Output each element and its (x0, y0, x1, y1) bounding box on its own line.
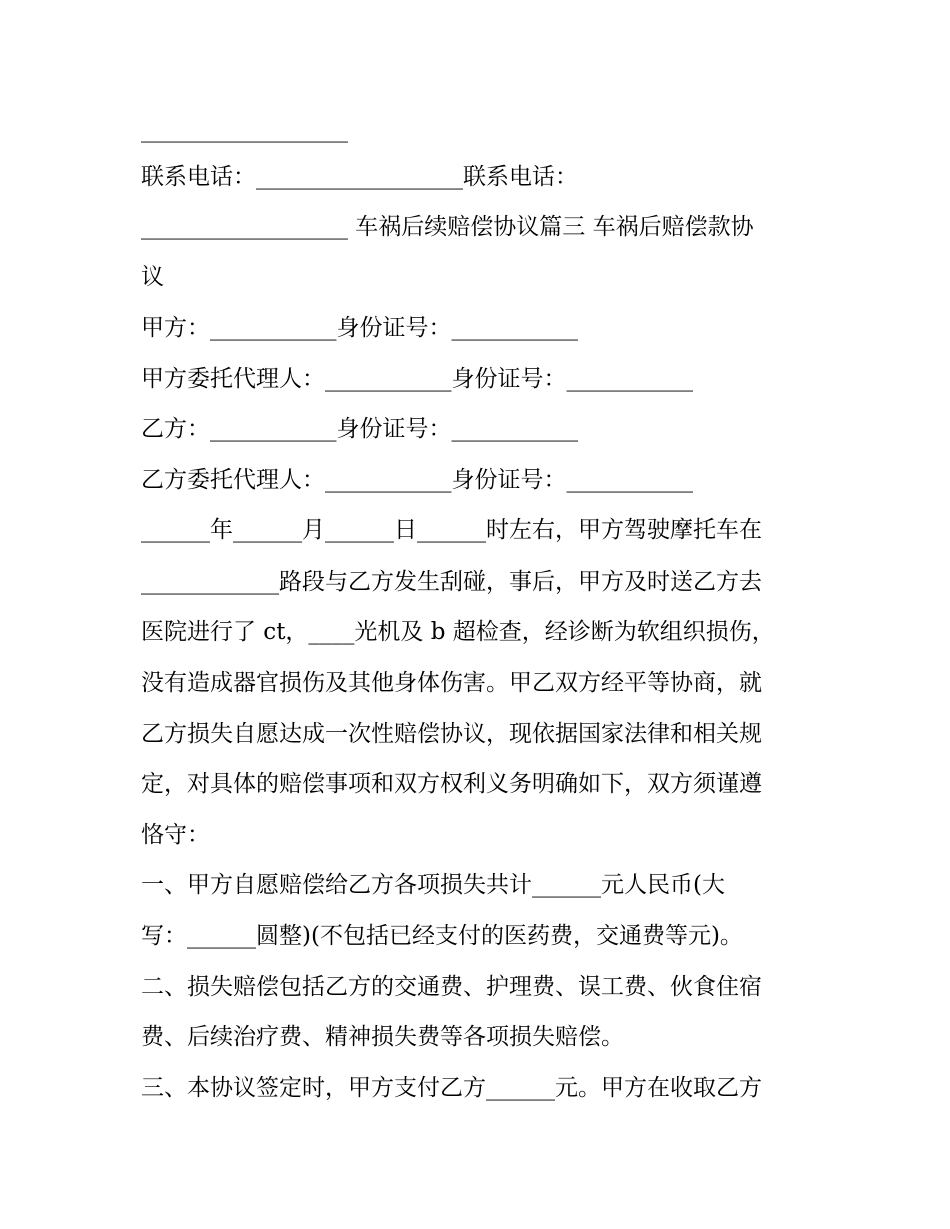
text-line: ____________路段与乙方发生刮碰，事后，甲方及时送乙方去 (141, 569, 762, 595)
text-line: 没有造成器官损伤及其他身体伤害。甲乙双方经平等协商，就 (141, 670, 762, 696)
text-line: 费、后续治疗费、精神损失费等各项损失赔偿。 (141, 1024, 624, 1050)
text-line: 一、甲方自愿赔偿给乙方各项损失共计______元人民币(大 (141, 872, 725, 898)
text-line: 二、损失赔偿包括乙方的交通费、护理费、误工费、伙食住宿 (141, 974, 762, 1000)
text-line: __________________ 车祸后续赔偿协议篇三 车祸后赔偿款协 (141, 214, 754, 240)
text-line: 写：______圆整)(不包括已经支付的医药费，交通费等元)。 (141, 923, 743, 949)
text-line: 甲方委托代理人：___________身份证号：___________ (141, 366, 693, 392)
text-line: __________________ (141, 117, 348, 143)
text-line: 议 (141, 264, 164, 290)
text-line: 定，对具体的赔偿事项和双方权利义务明确如下，双方须谨遵 (141, 771, 762, 797)
text-line: 甲方：___________身份证号：___________ (141, 315, 578, 341)
text-line: 医院进行了 ct，____光机及 b 超检查，经诊断为软组织损伤， (141, 619, 775, 645)
text-line: 乙方委托代理人：___________身份证号：___________ (141, 467, 693, 493)
text-line: 乙方损失自愿达成一次性赔偿协议，现依据国家法律和相关规 (141, 721, 762, 747)
text-line: 联系电话：__________________联系电话： (141, 164, 578, 190)
text-line: ______年______月______日______时左右，甲方驾驶摩托车在 (141, 517, 762, 543)
text-line: 乙方：___________身份证号：___________ (141, 416, 578, 442)
text-line: 三、本协议签定时，甲方支付乙方______元。甲方在收取乙方 (141, 1075, 762, 1101)
text-line: 恪守： (141, 822, 210, 848)
